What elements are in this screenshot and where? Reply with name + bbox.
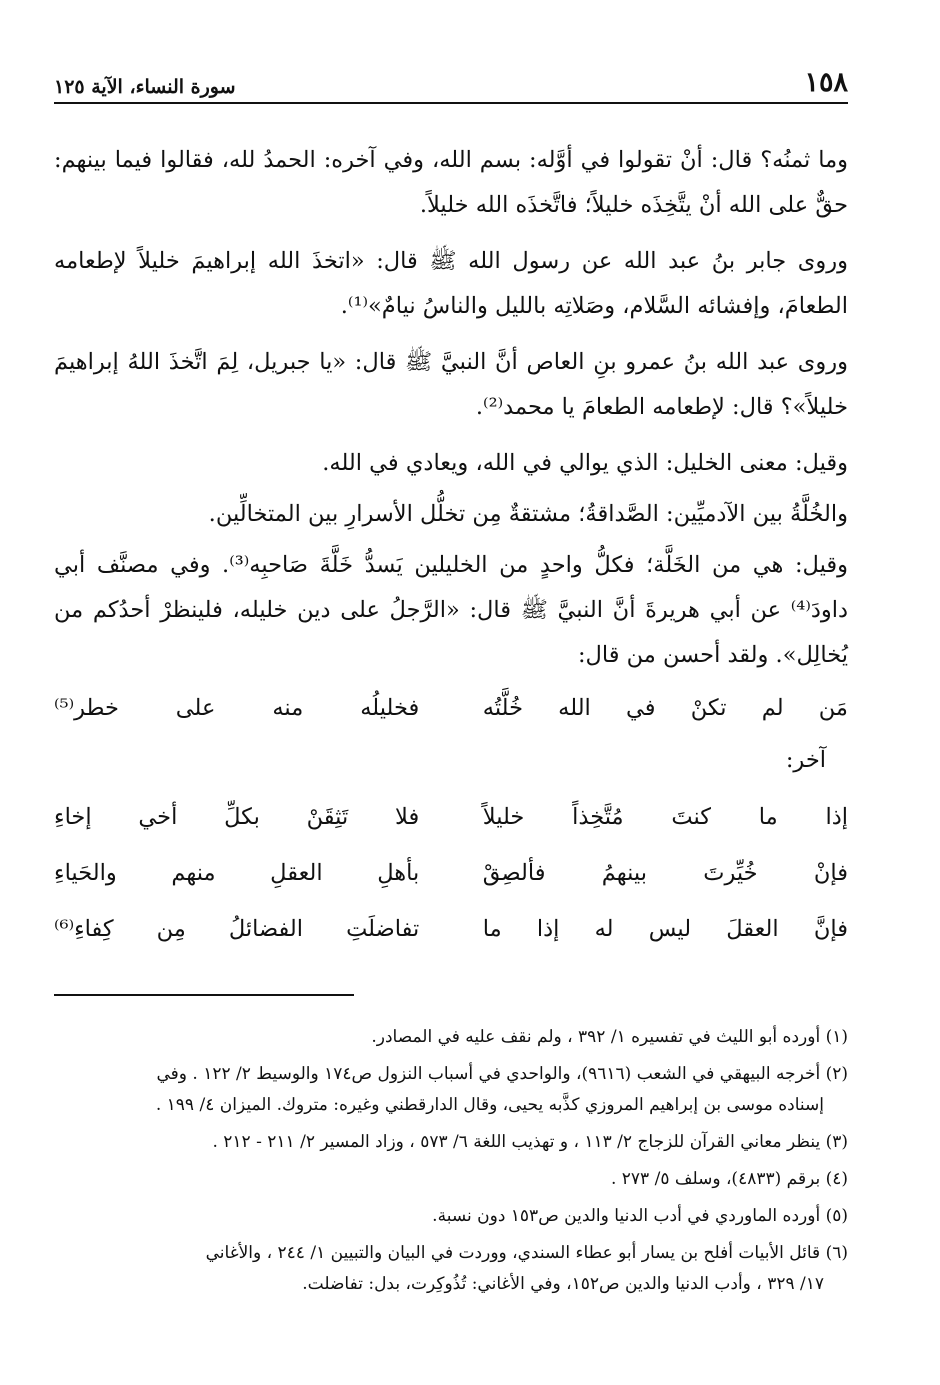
footnotes xyxy=(54,1022,848,1306)
verse-first-hemistich: فإنَّ العقلَ ليس له إذا ما xyxy=(482,915,848,942)
footnote-text: (٥) أورده الماوردي في أدب الدنيا والدين ص١٥٣ دون نسبة. xyxy=(432,1206,848,1226)
main-text xyxy=(54,138,848,957)
verse-line xyxy=(54,901,848,957)
running-title: سورة النساء، الآية ١٢٥ xyxy=(54,76,236,98)
paragraph: وقيل: هي من الخَلَّة؛ فكلُّ واحدٍ من الخليلين يَسدُّ خَلَّةَ صَاحبِه⁽³⁾. وفي مصنَّف أبي داودَ⁽⁴⁾ عن أبي هريرةَ أنَّ النبيَّ ﷺ قال: «الرَّجلُ على دين خليله، فلينظرْ أحدُكم من يُخالِل». ولقد أحسن من قال: xyxy=(54,552,848,668)
footnote-text: (٣) ينظر معاني القرآن للزجاج ٢/ ١١٣ ، و تهذيب اللغة ٦/ ٥٧٣ ، وزاد المسير ٢/ ٢١١ - ٢١٢ . xyxy=(212,1132,848,1152)
verse-line xyxy=(54,845,848,901)
footnote-text: (٦) قائل الأبيات أفلح بن يسار أبو عطاء السندي، ووردت في البيان والتبيين ١/ ٢٤٤ ، والأغاني xyxy=(205,1243,848,1263)
footnote xyxy=(54,1238,848,1300)
verse-line xyxy=(54,680,848,736)
verse-line xyxy=(54,789,848,845)
footnote-divider xyxy=(54,994,354,996)
page-header xyxy=(54,64,848,104)
footnote-text: (١) أورده أبو الليث في تفسيره ١/ ٣٩٢ ، ولم نقف عليه في المصادر. xyxy=(371,1027,848,1047)
verse-first-hemistich: إذا ما كنتَ مُتَّخِذاً خليلاً xyxy=(482,803,848,830)
verse-second-hemistich: فلا تَثِقَنْ بكلِّ أخي إخاءِ xyxy=(54,803,420,830)
footnote xyxy=(54,1022,848,1053)
footnote-text: (٤) برقم (٤٨٣٣)، وسلف ٥/ ٢٧٣ . xyxy=(610,1169,848,1189)
footnote-continuation: إسناده موسى بن إبراهيم المروزي كذَّبه يحيى، وقال الدارقطني وغيره: متروك. الميزان ٤/ ١٩٩ . xyxy=(155,1095,824,1115)
verse-second-hemistich: بأهلِ العقلِ منهم والحَياءِ xyxy=(54,859,420,886)
another-poet-label: آخر: xyxy=(785,747,826,773)
paragraph: والخُلَّةُ بين الآدميِّين: الصَّداقةُ؛ مشتقةٌ مِن تخلُّل الأسرارِ بين المتخالِّين. xyxy=(208,501,848,527)
paragraph: وروى عبد الله بنُ عمرو بنِ العاص أنَّ النبيَّ ﷺ قال: «يا جبريل، لِمَ اتَّخذَ اللهُ إبراهيمَ خليلاً»؟ قال: لإطعامه الطعامَ يا محمد⁽²⁾. xyxy=(54,349,848,420)
footnote xyxy=(54,1127,848,1158)
footnote xyxy=(54,1164,848,1195)
page-number: ١٥٨ xyxy=(804,67,848,98)
paragraph: وما ثمنُه؟ قال: أنْ تقولوا في أوَّله: بسم الله، وفي آخره: الحمدُ لله، فقالوا فيما بينهم: حقٌّ على الله أنْ يتَّخِذَه خليلاً؛ فاتَّخذَه الله خليلاً. xyxy=(54,147,848,218)
footnote xyxy=(54,1201,848,1232)
footnote-continuation: ١٧/ ٣٢٩ ، وأدب الدنيا والدين ص١٥٢، وفي الأغاني: تُذُوكِرت، بدل: تفاضلت. xyxy=(302,1274,824,1294)
verse-second-hemistich: فخليلُه منه على خطر⁽⁵⁾ xyxy=(54,694,420,721)
footnote-text: (٢) أخرجه البيهقي في الشعب (٩٦١٦)، والواحدي في أسباب النزول ص١٧٤ والوسيط ٢/ ١٢٢ . وفي xyxy=(156,1064,848,1084)
footnote xyxy=(54,1059,848,1121)
verse-first-hemistich: فإنْ خُيِّرتَ بينهمُ فألصِقْ xyxy=(482,859,848,886)
verse-second-hemistich: تفاضلَتِ الفضائلُ مِن كِفاءِ⁽⁶⁾ xyxy=(54,915,420,942)
verse-first-hemistich: مَن لم تكنْ في الله خُلَّتُه xyxy=(482,694,848,721)
paragraph: وقيل: معنى الخليل: الذي يوالي في الله، ويعادي في الله. xyxy=(322,450,848,476)
paragraph: وروى جابر بنُ عبد الله عن رسول الله ﷺ قال: «اتخذَ الله إبراهيمَ خليلاً لإطعامه الطعامَ، وإفشائه السَّلام، وصَلاتِه بالليل والناسُ نيامٌ»⁽¹⁾. xyxy=(54,248,848,319)
